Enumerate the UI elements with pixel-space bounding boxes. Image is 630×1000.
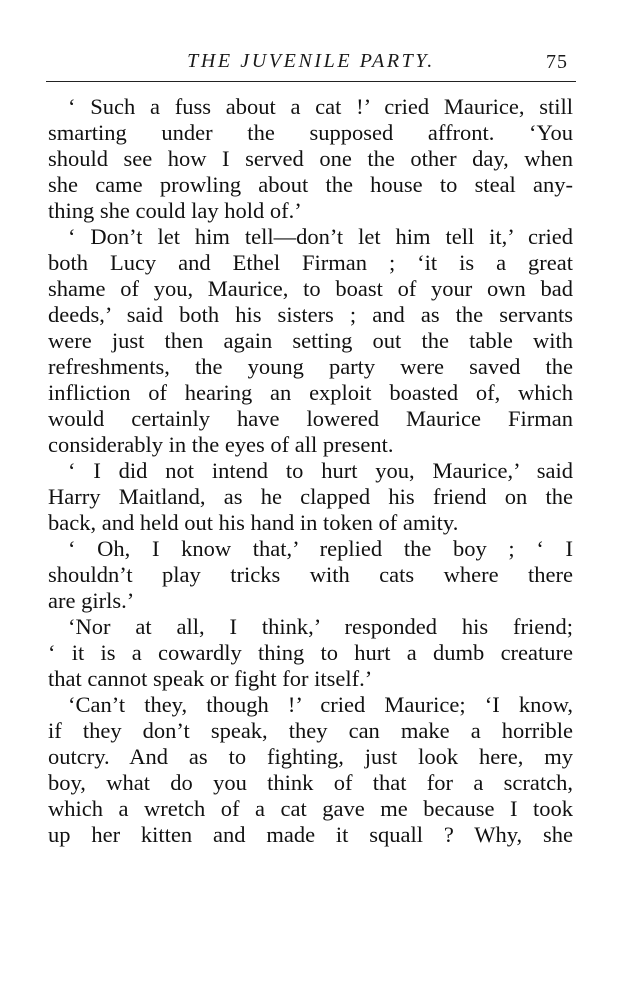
text-line: ‘ Such a fuss about a cat !’ cried Maurice, still [68,94,573,119]
text-line: would certainly have lowered Maurice Firman [48,406,573,431]
text-line: that cannot speak or fight for itself.’ [48,666,373,691]
text-line: should see how I served one the other day, when [48,146,573,171]
text-line: ‘Can’t they, though !’ cried Maurice; ‘I know, [68,692,573,717]
text-line: deeds,’ said both his sisters ; and as the servants [48,302,573,327]
text-line: which a wretch of a cat gave me because I took [48,796,573,821]
text-line: shame of you, Maurice, to boast of your own bad [48,276,573,301]
page-number: 75 [546,51,568,73]
text-line: both Lucy and Ethel Firman ; ‘it is a great [48,250,573,275]
running-title: THE JUVENILE PARTY. [187,50,435,72]
text-line: considerably in the eyes of all present. [48,432,394,457]
text-line: boy, what do you think of that for a scratch, [48,770,573,795]
text-line: thing she could lay hold of.’ [48,198,302,223]
text-line: ‘ I did not intend to hurt you, Maurice,’ said [68,458,573,483]
text-line: ‘Nor at all, I think,’ responded his friend; [68,614,573,639]
text-line: back, and held out his hand in token of amity. [48,510,459,535]
text-line: infliction of hearing an exploit boasted of, which [48,380,573,405]
text-line: Harry Maitland, as he clapped his friend on the [48,484,573,509]
text-line: smarting under the supposed affront. ‘You [48,120,573,145]
text-line: ‘ Don’t let him tell—don’t let him tell it,’ cried [68,224,573,249]
text-line: were just then again setting out the table with [48,328,573,353]
page-header [46,48,576,86]
text-line: ‘ Oh, I know that,’ replied the boy ; ‘ I [68,536,573,561]
text-line: are girls.’ [48,588,135,613]
text-line: refreshments, the young party were saved the [48,354,573,379]
text-line: ‘ it is a cowardly thing to hurt a dumb creature [48,640,573,665]
text-line: shouldn’t play tricks with cats where there [48,562,573,587]
text-line: outcry. And as to fighting, just look here, my [48,744,573,769]
text-line: if they don’t speak, they can make a horrible [48,718,573,743]
text-line: up her kitten and made it squall ? Why, she [48,822,573,847]
header-rule [46,81,576,82]
text-line: she came prowling about the house to steal any- [48,172,573,197]
body-text [48,94,573,848]
